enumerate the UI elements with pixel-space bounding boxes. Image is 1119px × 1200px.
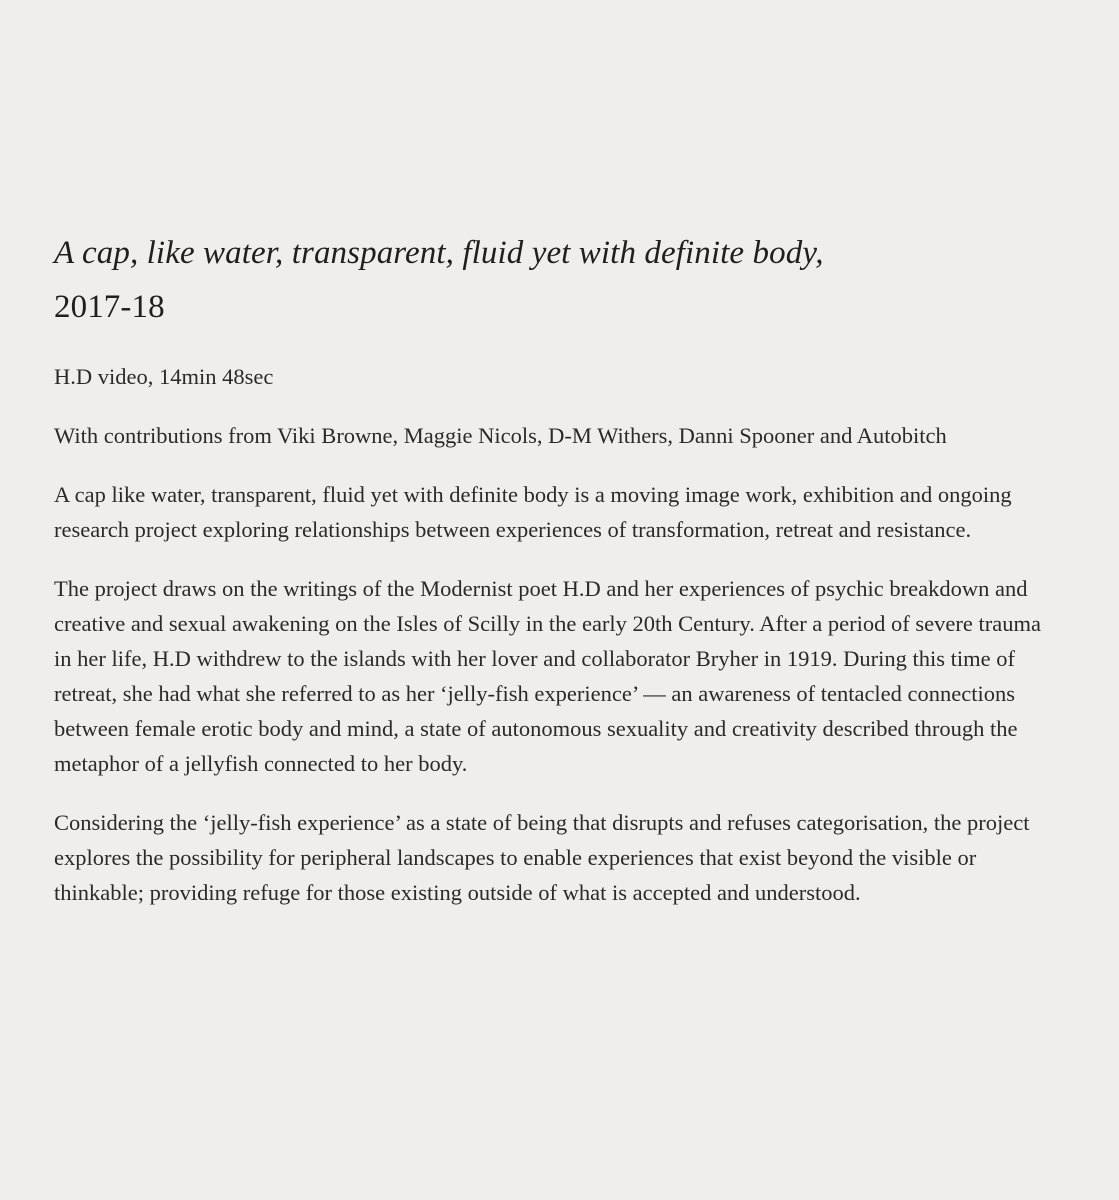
work-credits: With contributions from Viki Browne, Maggie Nicols, D-M Withers, Danni Spooner and Autobitch	[54, 423, 947, 448]
description-paragraph-2: The project draws on the writings of the Modernist poet H.D and her experiences of psychic breakdown and creative and sexual awakening on the Isles of Scilly in the early 20th Century. After a period of severe trauma in her life, H.D withdrew to the islands with her lover and collaborator Bryher in 1919. During this time of retreat, she had what she referred to as her ‘jelly-fish experience’ — an awareness of tentacled connections between female erotic body and mind, a state of autonomous sexuality and creativity described through the metaphor of a jellyfish connected to her body.	[54, 576, 1041, 776]
work-format: H.D video, 14min 48sec	[54, 364, 274, 389]
work-title	[54, 226, 1064, 334]
work-year: 2017-18	[54, 289, 165, 325]
article	[54, 226, 1064, 910]
description-paragraph-3: Considering the ‘jelly-fish experience’ as a state of being that disrupts and refuses categorisation, the project explores the possibility for peripheral landscapes to enable experiences that exist beyond the visible or thinkable; providing refuge for those existing outside of what is accepted and understood.	[54, 810, 1030, 905]
description-paragraph-1: A cap like water, transparent, fluid yet with definite body is a moving image work, exhibition and ongoing research project exploring relationships between experiences of transformation, retreat and resistance.	[54, 482, 1012, 542]
work-title-text: A cap, like water, transparent, fluid yet with definite body,	[54, 235, 824, 271]
